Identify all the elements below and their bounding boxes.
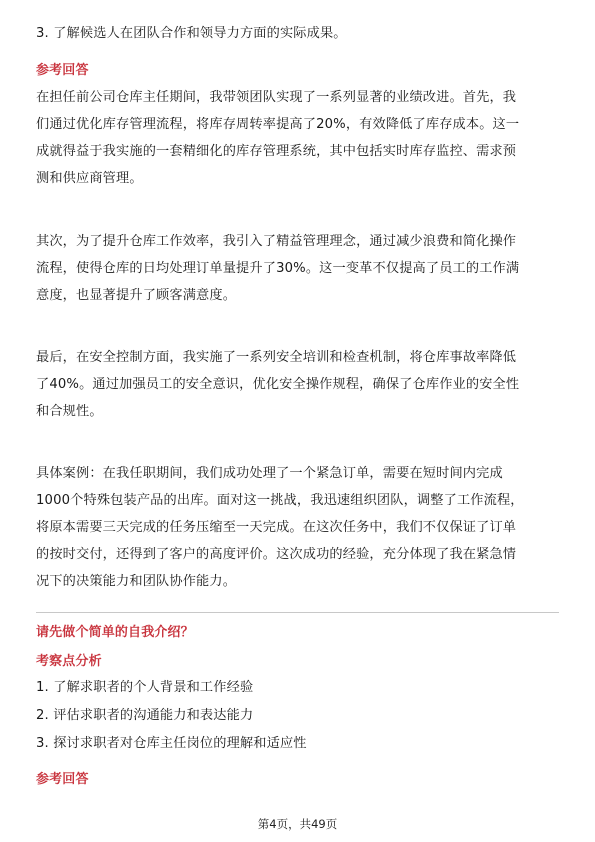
answer-paragraph-line: 况下的决策能力和团队协作能力。 [36,574,237,589]
answer-paragraph-line: 将原本需要三天完成的任务压缩至一天完成。在这次任务中，我们不仅保证了订单 [36,520,517,535]
answer-paragraph-line: 在担任前公司仓库主任期间，我带领团队实现了一系列显著的业绩改进。首先，我 [36,90,517,105]
section-divider [36,612,559,613]
answer-paragraph-line: 具体案例：在我任职期间，我们成功处理了一个紧急订单，需要在短时间内完成 [36,466,503,481]
answer-heading: 参考回答 [36,772,89,787]
answer-paragraph-line: 的按时交付，还得到了客户的高度评价。这次成功的经验，充分体现了我在紧急情 [36,547,517,562]
answer-paragraph-line: 们通过优化库存管理流程，将库存周转率提高了20%，有效降低了库存成本。这一 [36,117,520,132]
point-item-3: 3. 探讨求职者对仓库主任岗位的理解和适应性 [36,736,307,751]
answer-paragraph-line: 最后，在安全控制方面，我实施了一系列安全培训和检查机制，将仓库事故率降低 [36,350,517,365]
point-item-1: 1. 了解求职者的个人背景和工作经验 [36,680,254,695]
page-number: 第4页，共49页 [257,817,338,831]
answer-paragraph-line: 了40%。通过加强员工的安全意识，优化安全操作规程，确保了仓库作业的安全性 [36,377,520,392]
answer-paragraph-line: 测和供应商管理。 [36,171,143,186]
document-page [36,0,559,842]
answer-paragraph-line: 流程，使得仓库的日均处理订单量提升了30%。这一变革不仅提高了员工的工作满 [36,261,520,276]
answer-paragraph-line: 成就得益于我实施的一套精细化的库存管理系统，其中包括实时库存监控、需求预 [36,144,517,159]
point-item-2: 2. 评估求职者的沟通能力和表达能力 [36,708,254,723]
answer-paragraph-line: 其次，为了提升仓库工作效率，我引入了精益管理理念，通过减少浪费和简化操作 [36,234,517,249]
point-item-3: 3. 了解候选人在团队合作和领导力方面的实际成果。 [36,26,347,41]
answer-paragraph-line: 和合规性。 [36,404,103,419]
analysis-heading: 考察点分析 [36,654,102,669]
answer-paragraph-line: 1000个特殊包装产品的出库。面对这一挑战，我迅速组织团队，调整了工作流程， [36,493,524,508]
question-heading: 请先做个简单的自我介绍？ [36,625,194,640]
answer-paragraph-line: 意度，也显著提升了顾客满意度。 [36,288,237,303]
answer-heading: 参考回答 [36,63,89,78]
